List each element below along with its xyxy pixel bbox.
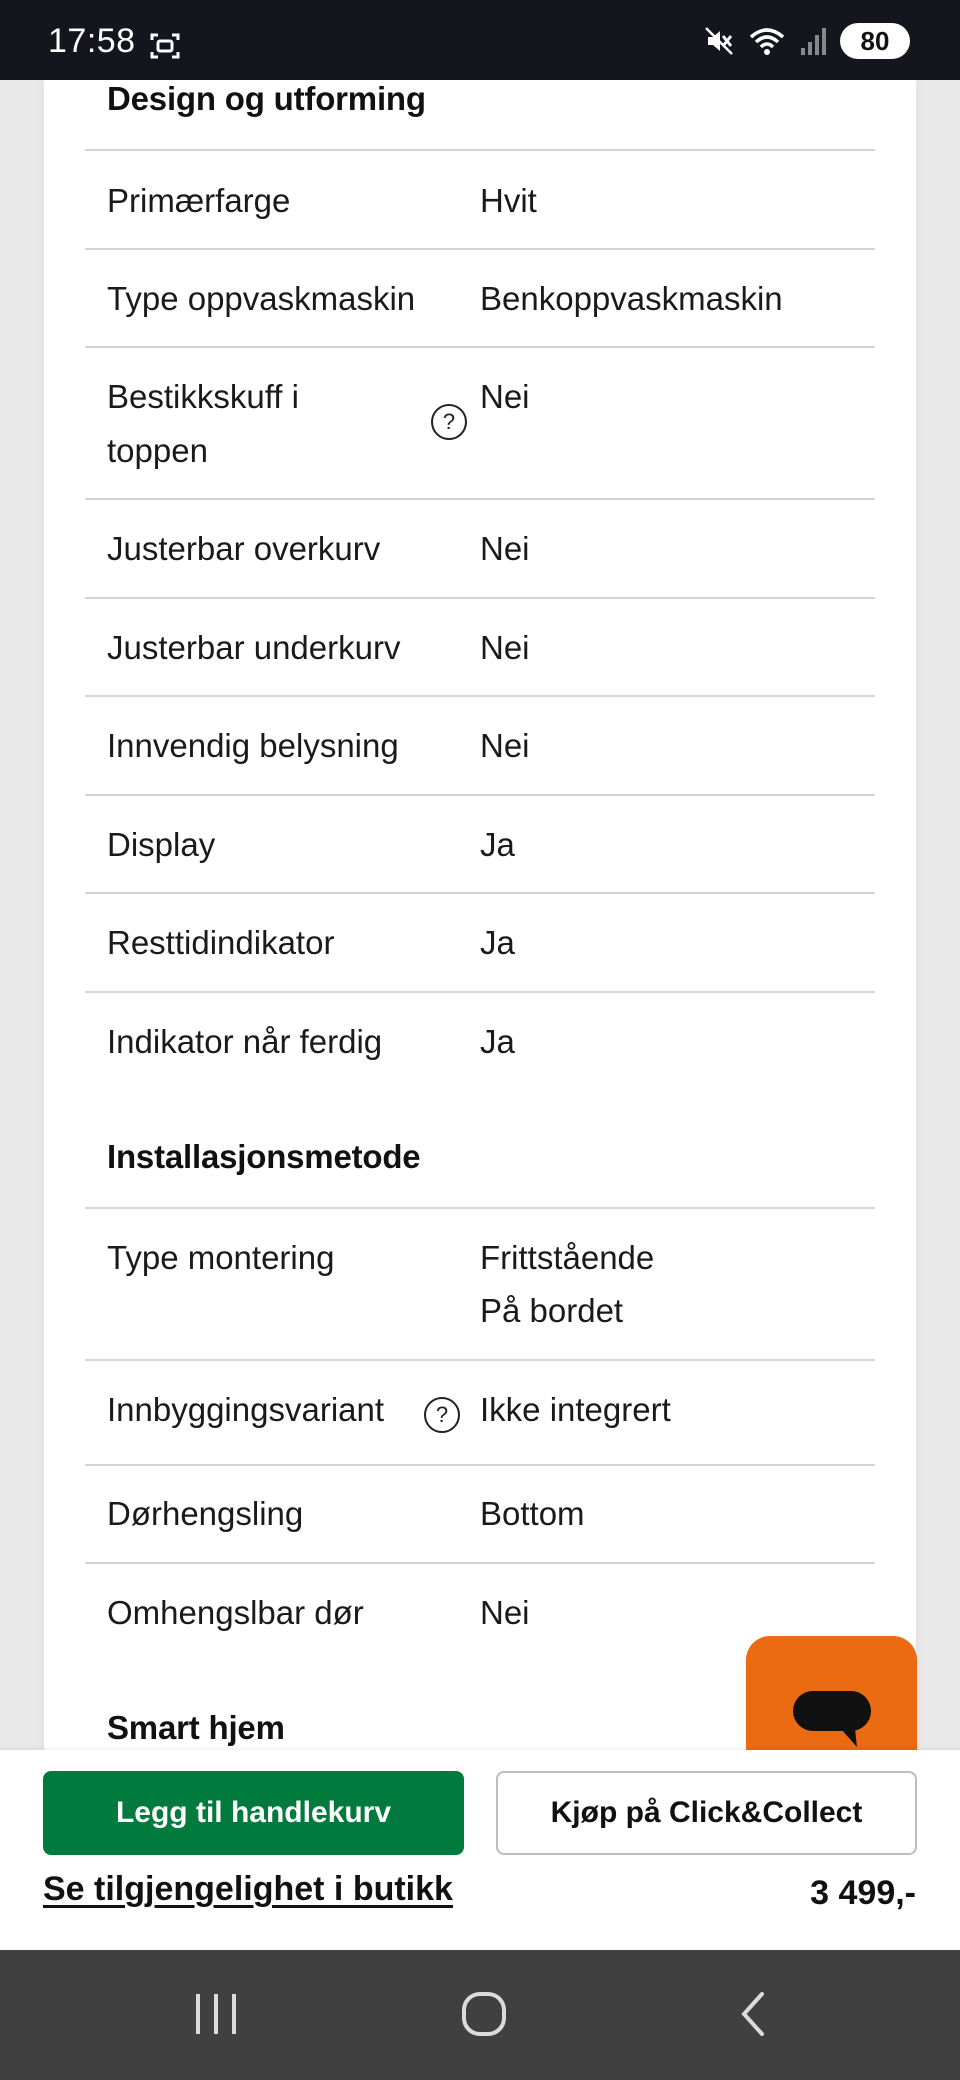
signal-icon — [800, 26, 826, 56]
spec-label: Dørhengsling — [107, 1495, 304, 1532]
row-divider — [85, 1207, 875, 1209]
navigation-bar — [0, 1950, 960, 2080]
spec-card — [44, 80, 916, 1750]
row-divider — [85, 248, 875, 250]
wifi-icon — [748, 26, 786, 56]
spec-value: Ja — [480, 924, 515, 961]
row-divider — [85, 892, 875, 894]
spec-label: Innbyggingsvariant — [107, 1391, 385, 1428]
row-divider — [85, 597, 875, 599]
back-icon[interactable] — [736, 1986, 770, 2042]
spec-label: Resttidindikator — [107, 924, 335, 961]
spec-content[interactable] — [0, 80, 960, 1750]
row-divider — [85, 1359, 875, 1361]
row-divider — [85, 149, 875, 151]
spec-label: Indikator når ferdig — [107, 1023, 383, 1060]
mute-icon — [704, 26, 734, 56]
spec-label: Bestikkskuff i toppen — [107, 378, 299, 469]
spec-label: Justerbar overkurv — [107, 530, 381, 567]
spec-value: Benkoppvaskmaskin — [480, 280, 783, 317]
battery-indicator: 80 — [840, 23, 910, 59]
status-time: 17:58 — [48, 22, 136, 60]
row-divider — [85, 794, 875, 796]
spec-label: Innvendig belysning — [107, 727, 399, 764]
spec-value: På bordet — [480, 1292, 624, 1329]
section-title-smart: Smart hjem — [107, 1709, 285, 1746]
spec-label: Type montering — [107, 1239, 335, 1276]
spec-value: Nei — [480, 530, 530, 567]
store-availability-link[interactable]: Se tilgjengelighet i butikk — [43, 1870, 453, 1908]
status-bar — [0, 0, 960, 80]
section-title-install: Installasjonsmetode — [107, 1138, 421, 1175]
spec-value: Frittstående — [480, 1239, 655, 1276]
row-divider — [85, 1464, 875, 1466]
chat-button[interactable] — [746, 1636, 917, 1750]
row-divider — [85, 695, 875, 697]
spec-value: Ja — [480, 826, 515, 863]
status-icons — [704, 24, 910, 58]
spec-label: Primærfarge — [107, 182, 291, 219]
spec-value: Nei — [480, 629, 530, 666]
row-divider — [85, 991, 875, 993]
row-divider — [85, 346, 875, 348]
section-title-design: Design og utforming — [107, 80, 426, 117]
click-collect-button[interactable]: Kjøp på Click&Collect — [496, 1771, 917, 1855]
spec-label: Omhengslbar dør — [107, 1594, 364, 1631]
chat-bubble-icon — [791, 1689, 873, 1751]
spec-value: Nei — [480, 378, 530, 415]
spec-label: Display — [107, 826, 216, 863]
spec-value: Ja — [480, 1023, 515, 1060]
spec-label: Justerbar underkurv — [107, 629, 401, 666]
add-to-cart-button[interactable]: Legg til handlekurv — [43, 1771, 464, 1855]
action-bar — [0, 1750, 960, 1950]
spec-value: Ikke integrert — [480, 1391, 671, 1428]
help-icon[interactable]: ? — [424, 1397, 460, 1433]
spec-value: Nei — [480, 1594, 530, 1631]
spec-label: Type oppvaskmaskin — [107, 280, 416, 317]
recent-apps-icon[interactable] — [194, 1986, 238, 2042]
spec-value: Hvit — [480, 182, 537, 219]
screen-capture-icon — [150, 32, 180, 60]
spec-value: Nei — [480, 727, 530, 764]
help-icon[interactable]: ? — [431, 404, 467, 440]
spec-value: Bottom — [480, 1495, 585, 1532]
home-icon[interactable] — [460, 1986, 508, 2042]
row-divider — [85, 1562, 875, 1564]
row-divider — [85, 498, 875, 500]
price: 3 499,- — [810, 1874, 916, 1912]
